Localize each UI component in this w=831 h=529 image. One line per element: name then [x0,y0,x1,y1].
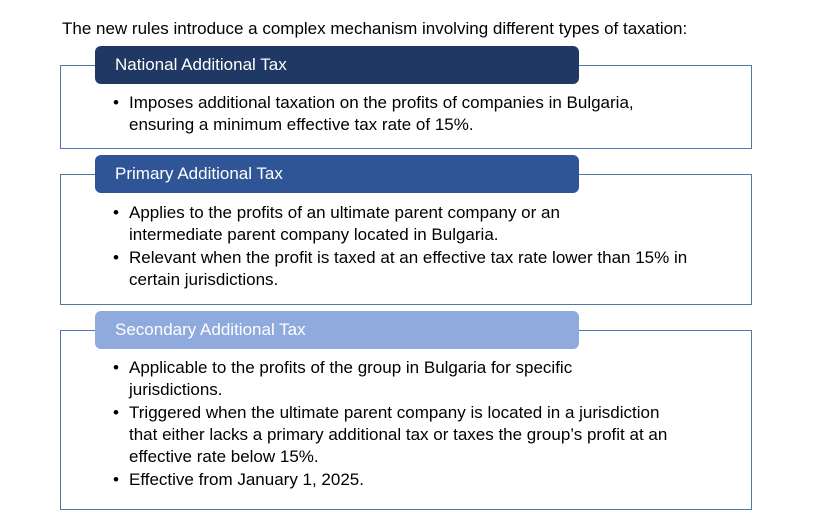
primary-tax-bullets [113,202,733,292]
secondary-tax-bullets [113,357,733,492]
bullet-text: Imposes additional taxation on the profits of companies in Bulgaria, ensuring a minimum effective tax rate of 15%. [129,93,634,134]
bullet-icon: • [113,403,119,422]
bullet-text: Triggered when the ultimate parent company is located in a jurisdiction that either lacks a primary additional tax or taxes the group’s profit at an effective rate below 15%. [129,403,668,466]
bullet-icon: • [113,203,119,222]
bullet-item [113,247,704,291]
bullet-text: Effective from January 1, 2025. [129,470,364,489]
national-tax-header: National Additional Tax [95,46,579,84]
national-tax-bullets [113,92,733,137]
bullet-item [113,202,634,246]
bullet-icon: • [113,358,119,377]
bullet-icon: • [113,470,119,489]
bullet-text: Applicable to the profits of the group in Bulgaria for specific jurisdictions. [129,358,573,399]
bullet-text: Applies to the profits of an ultimate parent company or an intermediate parent company located in Bulgaria. [129,203,560,244]
secondary-tax-header: Secondary Additional Tax [95,311,579,349]
bullet-item [113,92,689,136]
bullet-item [113,357,634,401]
primary-tax-header: Primary Additional Tax [95,155,579,193]
bullet-item [113,402,674,468]
intro-text: The new rules introduce a complex mechanism involving different types of taxation: [62,19,688,38]
bullet-text: Relevant when the profit is taxed at an effective tax rate lower than 15% in certain jurisdictions. [129,248,688,289]
bullet-icon: • [113,93,119,112]
bullet-icon: • [113,248,119,267]
bullet-item [113,469,674,491]
